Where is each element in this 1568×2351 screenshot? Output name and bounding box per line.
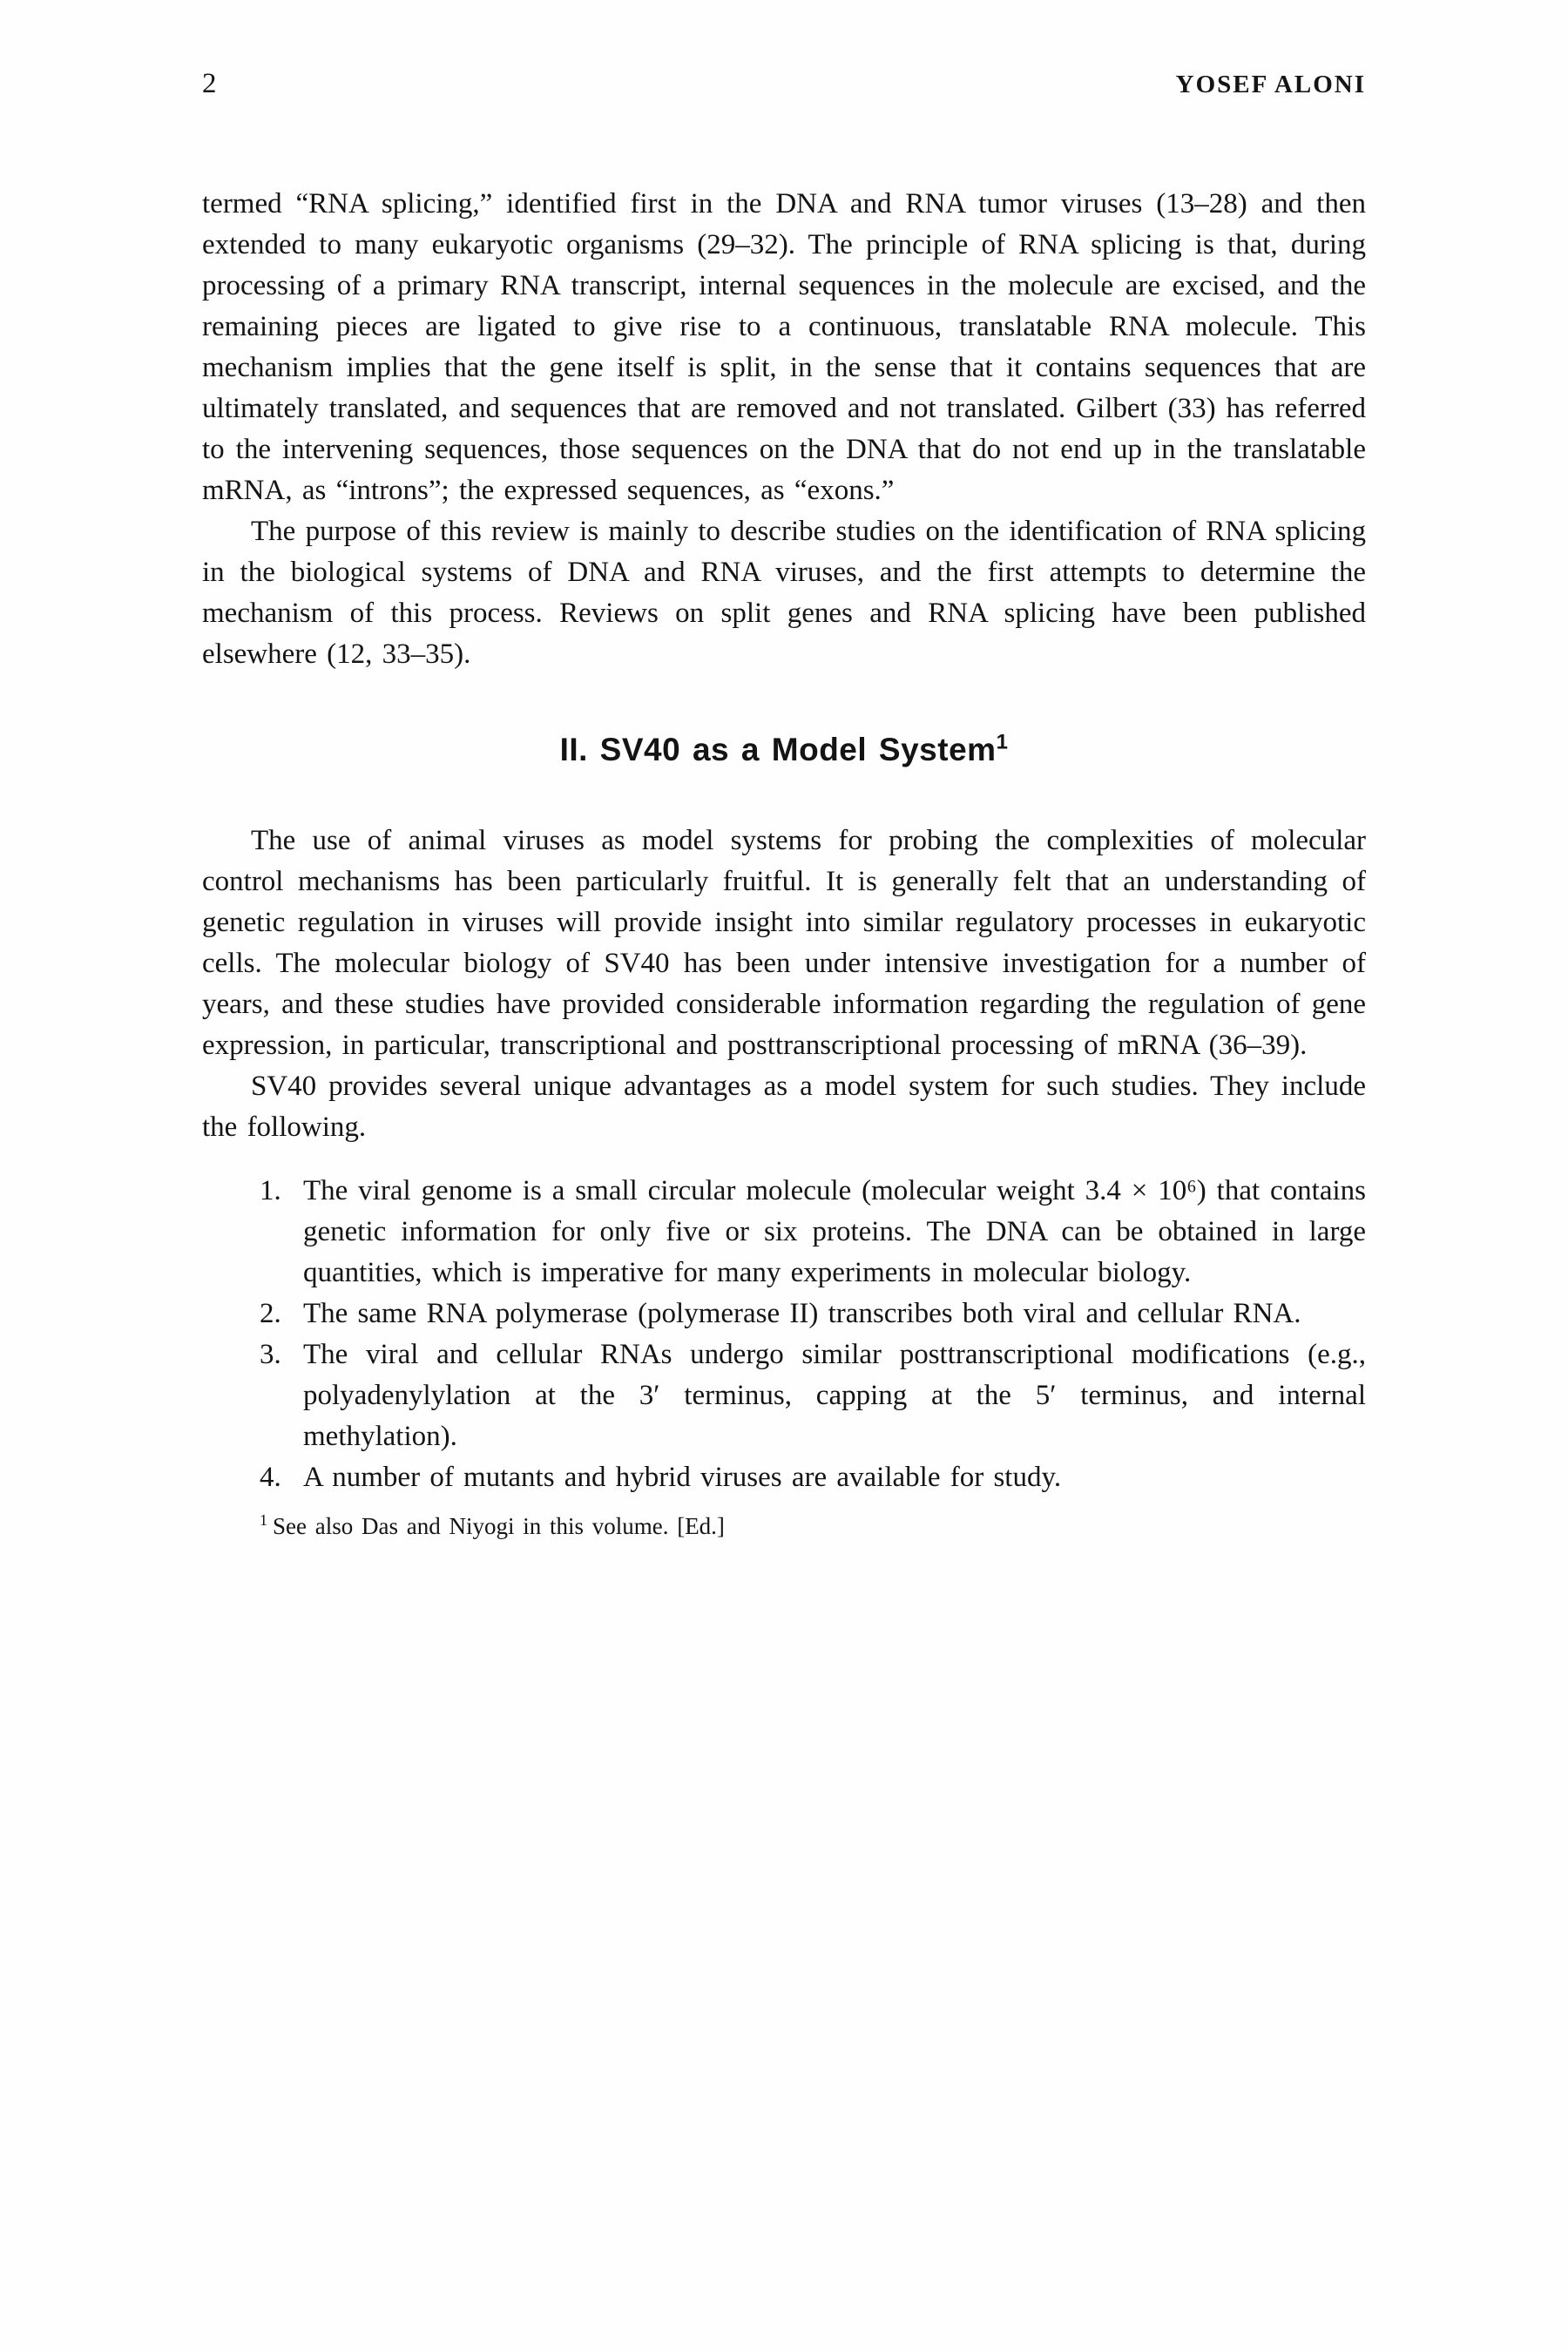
list-item-text: The viral genome is a small circular molecule (molecular weight 3.4 × 10⁶) that contains genetic information for only five or six proteins. The DNA can be obtained in large quantities, which is imperative for many experiments in molecular biology.	[303, 1175, 1366, 1288]
list-item-text: A number of mutants and hybrid viruses are available for study.	[303, 1462, 1062, 1493]
list-item	[202, 1171, 1366, 1294]
list-item-number: 3.	[260, 1339, 281, 1370]
page-number: 2	[202, 68, 217, 99]
footnote-text: See also Das and Niyogi in this volume. [Ed.]	[273, 1513, 725, 1539]
paragraph-intro-continuation: termed “RNA splicing,” identified first in the DNA and RNA tumor viruses (13–28) and then extended to many eukaryotic organisms (29–32). The principle of RNA splicing is that, during processing of a primary RNA transcript, internal sequences in the molecule are excised, and the remaining pieces are ligated to give rise to a continuous, translatable RNA molecule. This mechanism implies that the gene itself is split, in the sense that it contains sequences that are ultimately translated, and sequences that are removed and not translated. Gilbert (33) has referred to the intervening sequences, those sequences on the DNA that do not end up in the translatable mRNA, as “introns”; the expressed sequences, as “exons.”	[202, 188, 1366, 506]
page-body	[202, 184, 1366, 1542]
paragraph-sv40-advantages-intro: SV40 provides several unique advantages as a model system for such studies. They include the following.	[202, 1071, 1366, 1143]
section-heading	[202, 729, 1366, 770]
advantages-list	[202, 1171, 1366, 1498]
paragraph-review-purpose: The purpose of this review is mainly to describe studies on the identification of RNA splicing in the biological systems of DNA and RNA viruses, and the first attempts to determine the mechanism of this process. Reviews on split genes and RNA splicing have been published elsewhere (12, 33–35).	[202, 516, 1366, 670]
footnote	[202, 1510, 1366, 1542]
section-heading-text: II. SV40 as a Model System	[559, 732, 997, 767]
running-header	[202, 68, 1366, 100]
list-item-number: 2.	[260, 1298, 281, 1329]
list-item	[202, 1334, 1366, 1457]
running-head-author: YOSEF ALONI	[1175, 71, 1366, 98]
list-item	[202, 1294, 1366, 1334]
list-item	[202, 1457, 1366, 1498]
footnote-marker: 1	[260, 1511, 267, 1529]
paragraph-model-systems: The use of animal viruses as model systems for probing the complexities of molecular control mechanisms has been particularly fruitful. It is generally felt that an understanding of genetic regulation in viruses will provide insight into similar regulatory processes in eukaryotic cells. The molecular biology of SV40 has been under intensive investigation for a number of years, and these studies have provided considerable information regarding the regulation of gene expression, in particular, transcriptional and posttranscriptional processing of mRNA (36–39).	[202, 825, 1366, 1061]
list-item-number: 4.	[260, 1462, 281, 1493]
list-item-number: 1.	[260, 1175, 281, 1206]
section-heading-footnote-marker: 1	[996, 730, 1009, 754]
list-item-text: The same RNA polymerase (polymerase II) transcribes both viral and cellular RNA.	[303, 1298, 1301, 1329]
list-item-text: The viral and cellular RNAs undergo similar posttranscriptional modifications (e.g., polyadenylylation at the 3′ terminus, capping at the 5′ terminus, and internal methylation).	[303, 1339, 1366, 1452]
